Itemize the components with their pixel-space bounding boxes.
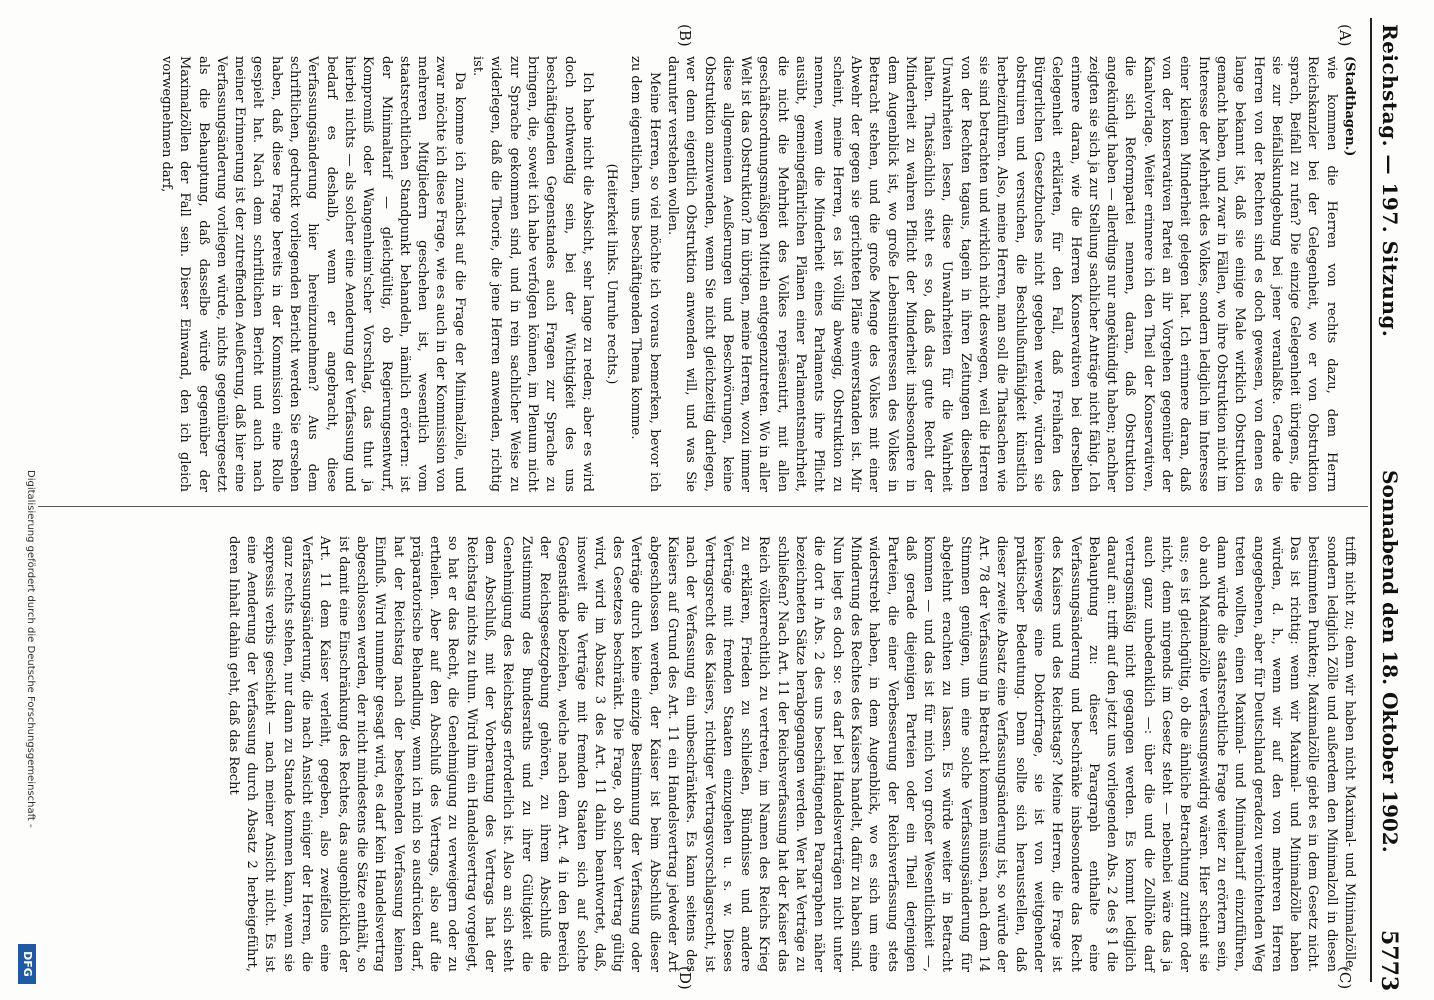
right-column <box>224 536 1358 972</box>
left-column <box>157 56 1358 492</box>
digitization-credit: Digitalisierung gefördert durch die Deutsche Forschungsgemeinschaft - <box>25 470 36 828</box>
left-paragraph-3: Ich habe nicht die Absicht, sehr lange zu reden; aber es wird doch nothwendig sein, bei der Wichtigkeit des uns beschäftigenden Gegenstandes auch Fragen zur Sprache zu bringen, die, soweit ich habe verfolgen können, im Plenum nicht zur Sprache gekommen sind, und in rein sachlicher Weise zu widerlegen, daß die Theorie, die jene Herren anwenden, richtig ist. <box>470 56 595 492</box>
column-divider <box>38 506 1368 507</box>
interjection: (Heiterkeit links. Unruhe rechts.) <box>604 163 620 385</box>
margin-marker-b: (B) <box>676 24 694 47</box>
header-title: Reichstag. — 197. Sitzung. <box>1378 24 1402 338</box>
speaker-name: (Stadthagen.) <box>1342 56 1357 157</box>
margin-marker-a: (A) <box>1336 24 1354 47</box>
page-number: 5773 <box>1376 930 1402 992</box>
margin-marker-d: (D) <box>676 966 694 990</box>
left-paragraph-1: wie kommen die Herren von rechts dazu, dem Herrn Reichskanzler bei der Gelegenheit, wo er von Obstruktion sprach, Beifall zu rufen? Die einzige Gelegenheit übrigens, die sie zur Beifallskundgebung bei jener veranlaßte. Gerade die Herren von der Rechten sind es doch gewesen, von denen es lange bekannt ist, daß sie einige Male wirklich Obstruktion gemacht haben, und zwar in Fällen, wo ihre Obstruktion nicht im Interesse der Mehrheit des Volkes, sondern lediglich im Interesse einer kleinen Minderheit gelegen hat. Ich erinnere daran, daß von der konservativen Partei an ihr Vorgehen gegenüber der Kanalvorlage. Weiter erinnere ich den Theil der Konservativen, die sich Reformpartei nennen, daran, daß Obstruktion angekündigt haben — allerdings nur angekündigt haben; nachher zeigten sie sich ja zur Stellung sachlicher Anträge nicht fähig. Ich erinnere daran, wie die Herren Konservativen bei derselben Gelegenheit erklärten, für den Fall, daß Freihafen des Bürgerlichen Gesetzbuches nicht gegeben werde, würden sie obstruiren und versuchen, die Beschlußunfähigkeit künstlich herbeizuführen. Also, meine Herren, man soll die Thatsachen wie sie sind betrachten und wirklich nicht deswegen, weil die Herren von der Rechten tagaus, tagein in ihren Zeitungen dieselben Unwahrheiten lesen, diese Unwahrheiten für die Wahrheit halten. Thatsächlich steht es so, daß das gute Recht der Minderheit zu wahren Pflicht der Minderheit insbesondere in dem Augenblick ist, wo große Lebensinteressen des Volkes in Betracht stehen, und die große Menge des Volkes mit einer Abwehr der gegen sie gerichteten Pläne einverstanden ist. Mir scheint, meine Herren, es ist völlig abwegig, Obstruktion zu nennen, wenn die Minderheit eines Parlaments ihre Pflicht ausübt, gemeingefährlichen Plänen einer Parlamentsmehrheit, die nicht die Mehrheit des Volkes repräsentirt, mit allen geschäftsordnungsmäßigen Mitteln entgegenzutreten. Wo in aller Welt ist das Obstruktion? Im übrigen, meine Herren, wozu immer diese allgemeinen Aeußerungen und Beschwörungen, keine Obstruktion anzuwenden, wenn Sie nicht gleichzeitig darlegen, wer denn eigentlich Obstruktion anwenden will, und was Sie darunter verstehen wollen. <box>665 56 1339 492</box>
left-paragraph-2: Meine Herren, so viel möchte ich voraus bemerken, bevor ich zu dem eigentlichen, uns beschäftigenden Thema komme. <box>628 56 662 492</box>
dfg-logo: DFG <box>18 944 36 984</box>
right-paragraph-1: trifft nicht zu; denn wir haben nicht Maximal- und Minimalzölle, sondern lediglich Zölle und außerdem den Minimalzoll in diesen bestimmten Punkten; Maximalzölle giebt es in dem Gesetz nicht. Das ist richtig: wenn wir Maximal- und Minimalzölle haben würden, d. h., wenn wir auf den von mehreren Herren angegebenen, aber für Deutschland geradezu vernichtenden Weg treten wollten, einen Maximal- und Minimaltarif einzuführen, dann würde die staatsrechtliche Frage weiter zu erörtern sein, ob auch Maximalzölle verfassungswidrig wären. Hier scheint sie aus; es ist gleichgültig, ob die ähnliche Betrachtung zutrifft oder nicht, denn nirgends im Gesetz steht — nebenbei wäre das ja auch ganz unbedenklich —: über die und die Zollhöhe darf vertragsmäßig nicht gegangen werden. Es kommt lediglich darauf an: trifft auf den jetzt uns vorliegenden Abs. 2 des § 1 die Behauptung zu: dieser Paragraph enthalte eine Verfassungsänderung und beschränke insbesondere das Recht des Kaisers und des Reichstags? Meine Herren, die Frage ist keineswegs eine Doktorfrage, sie ist von weitgehender praktischer Bedeutung. Denn sollte sich herausstellen, daß dieser zweite Absatz eine Verfassungsänderung ist, so würde der Art. 78 der Verfassung in Betracht kommen müssen, nach dem 14 Stimmen genügen, um eine solche Verfassungsänderung für abgelehnt erachten zu lassen. Es würde weiter in Betracht kommen — und das ist für mich von großer Wesentlichkeit —, daß gerade diejenigen Parteien oder ein Theil derjenigen Parteien, die einer Verbesserung der Reichsverfassung stets widerstrebt haben, in dem Augenblick, wo es sich um eine Minderung des Rechtes des Kaisers handelt, dafür zu haben sind. Nun liegt es doch so: es darf bei Handelsverträgen nicht unter die dort in Abs. 2 des uns beschäftigenden Paragraphen näher bezeichneten Sätze herabgegangen werden. Wer hat Verträge zu schließen? Nach Art. 11 der Reichsverfassung hat der Kaiser das Reich völkerrechtlich zu vertreten, im Namen des Reichs Krieg zu erklären, Frieden zu schließen, Bündnisse und andere Verträge mit fremden Staaten einzugehen u. s. w. Dieses Vertragsrecht des Kaisers, richtiger Vertragsvorschlagsrecht, ist nach der Verfassung ein unbeschränktes. Es kann seitens des Kaisers auf Grund des Art. 11 ein Handelsvertrag jedweder Art abgeschlossen werden, der Kaiser ist beim Abschluß dieser Verträge durch keine einzige Bestimmung der Verfassung oder des Gesetzes beschränkt. Die Frage, ob solcher Vertrag gültig wird, wird im Absatz 3 des Art. 11 dahin beantwortet, daß, insoweit die Verträge mit fremden Staaten sich auf solche Gegenstände beziehen, welche nach dem Art. 4 in den Bereich der Reichsgesetzgebung gehören, zu ihrem Abschluß die Zustimmung des Bundesraths und zu ihrer Gültigkeit die Genehmigung des Reichstags erforderlich ist. Also an sich steht dem Abschluß, mit der Vorberatung des Vertrags hat der Reichstag nichts zu thun. Wird ihm ein Handelsvertrag vorgelegt, so hat er das Recht, die Genehmigung zu verweigern oder zu ertheilen. Aber auf den Abschluß des Vertrags, also auf die präparatorische Behandlung, wenn ich mich so ausdrücken darf, hat der Reichstag nach der bestehenden Verfassung keinen Einfluß. Wird nunmehr gesagt wird, es darf kein Handelsvertrag abgeschlossen werden, der nicht mindestens die Sätze enthält, so ist damit eine Einschränkung des Rechtes, das augenblicklich der Art. 11 dem Kaiser verleiht, gegeben, also zweifellos eine Verfassungsänderung, die nach Ansicht einiger der Herren, die ganz rechts stehen, nur dann zu Stande kommen kann, wenn sie expressis verbis geschieht — nach meiner Ansicht nicht. Es ist eine Aenderung der Verfassung durch Absatz 2 herbeigeführt, deren Inhalt dahin geht, daß das Recht <box>225 536 1357 972</box>
header-date: Sonnabend den 18. Oktober 1902. <box>1378 470 1402 853</box>
header-rule <box>1370 18 1372 982</box>
left-paragraph-4: Da komme ich zunächst auf die Frage der Minimalzölle, und zwar möchte ich diese Frage, wie es auch in der Kommission von mehreren Mitgliedern geschehen ist, wesentlich vom staatsrechtlichen Standpunkt behandeln, nämlich erörtern: ist der Minimaltarif — gleichgültig, ob Regierungsentwurf, Kompromiß oder Wangenheim'scher Vorschlag, das thut ja hierbei nichts — als solcher eine Aenderung der Verfassung und bedarf es deshalb, wenn er angebracht, diese Verfassungsänderung hier hereinzunehmen? Aus dem schriftlichen, gedruckt vorliegenden Bericht werden Sie ersehen haben, daß diese Frage bereits in der Kommission eine Rolle gespielt hat. Nach dem schriftlichen Bericht und auch nach meiner Erinnerung ist der zutreffenden Aeußerung, daß hier eine Verfassungsänderung vorliegen würde, nichts gegenübergesetzt als die Behauptung, daß dasselbe würde gegenüber der Maximalzöllen der Fall sein. Dieser Einwand, den ich gleich vorwegnehmen darf, <box>159 56 467 492</box>
margin-marker-c: (C) <box>1336 966 1354 990</box>
